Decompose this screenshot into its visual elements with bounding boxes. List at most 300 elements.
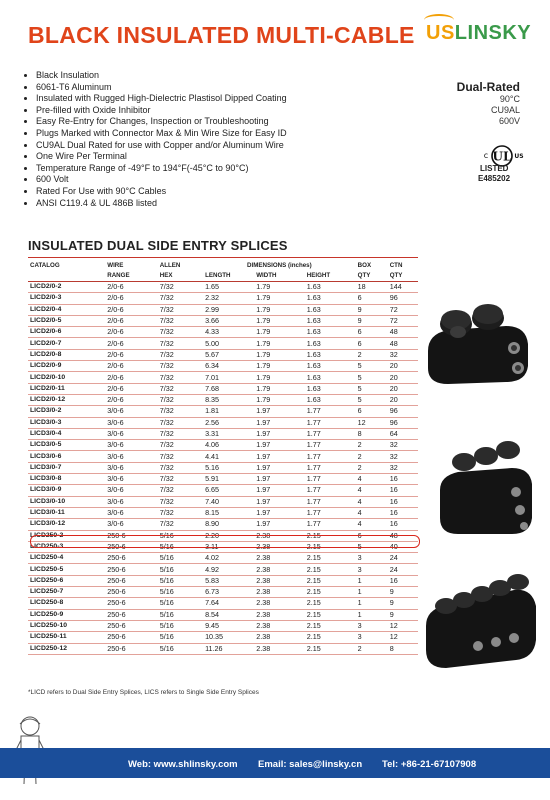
table-row [28, 519, 418, 530]
cell-catalog: LICD2/0-7 [28, 338, 105, 349]
cell-width: 2.38 [254, 620, 305, 631]
cell-catalog: LICD250-9 [28, 609, 105, 620]
cell-height: 2.15 [305, 587, 356, 598]
table-row [28, 564, 418, 575]
cell-catalog: LICD2/0-11 [28, 383, 105, 394]
cell-box-qty: 5 [356, 361, 388, 372]
cell-height: 1.63 [305, 349, 356, 360]
table-row [28, 361, 418, 372]
highlighted-row-marker [30, 535, 420, 548]
cell-width: 1.79 [254, 338, 305, 349]
cell-box-qty: 5 [356, 394, 388, 405]
cell-height: 2.15 [305, 643, 356, 654]
cell-ctn-qty: 32 [388, 462, 418, 473]
col-box-subheader: QTY [356, 271, 388, 282]
cell-ctn-qty: 48 [388, 327, 418, 338]
table-row [28, 632, 418, 643]
table-footnote: *LICD refers to Dual Side Entry Splices, LICS refers to Single Side Entry Splices [28, 689, 259, 696]
cell-allen-hex: 7/32 [158, 282, 203, 293]
footer-phone: Tel: +86-21-67107908 [382, 759, 477, 770]
cell-ctn-qty: 24 [388, 553, 418, 564]
cell-height: 1.77 [305, 462, 356, 473]
cell-box-qty: 1 [356, 609, 388, 620]
footer-web-link[interactable]: Web: www.shlinsky.com [128, 759, 238, 770]
cell-box-qty: 1 [356, 575, 388, 586]
section-divider [28, 257, 418, 258]
feature-item: • ANSI C119.4 & UL 486B listed [36, 198, 287, 210]
col-width-header: WIDTH [254, 271, 305, 282]
cell-length: 6.65 [203, 485, 254, 496]
cell-width: 1.79 [254, 282, 305, 293]
cell-length: 8.15 [203, 507, 254, 518]
logo-text-rest: LINSKY [454, 22, 532, 44]
cell-width: 1.79 [254, 349, 305, 360]
cell-length: 3.66 [203, 315, 254, 326]
feature-item: • Plugs Marked with Connector Max & Min Wire Size for Easy ID [36, 128, 287, 140]
cell-height: 1.63 [305, 338, 356, 349]
cell-wire-range: 2/0-6 [105, 293, 158, 304]
cell-catalog: LICD2/0-9 [28, 361, 105, 372]
cell-allen-hex: 7/32 [158, 327, 203, 338]
cell-length: 5.83 [203, 575, 254, 586]
table-row [28, 304, 418, 315]
ul-us-text: US [514, 153, 524, 160]
cell-wire-range: 2/0-6 [105, 394, 158, 405]
cell-width: 1.97 [254, 417, 305, 428]
cell-length: 3.31 [203, 428, 254, 439]
table-row [28, 587, 418, 598]
cell-height: 1.77 [305, 485, 356, 496]
cell-wire-range: 250-6 [105, 541, 158, 552]
cell-box-qty: 2 [356, 349, 388, 360]
feature-item: • 600 Volt [36, 174, 287, 186]
table-row [28, 383, 418, 394]
cell-width: 1.97 [254, 462, 305, 473]
cell-length: 4.06 [203, 440, 254, 451]
cell-box-qty: 12 [356, 417, 388, 428]
cell-wire-range: 250-6 [105, 553, 158, 564]
cell-height: 1.63 [305, 315, 356, 326]
cell-ctn-qty: 32 [388, 440, 418, 451]
cell-allen-hex: 5/16 [158, 553, 203, 564]
cell-wire-range: 2/0-6 [105, 282, 158, 293]
table-row [28, 496, 418, 507]
cell-width: 1.79 [254, 361, 305, 372]
cell-ctn-qty: 16 [388, 474, 418, 485]
rating-block [457, 80, 520, 127]
col-height-header: HEIGHT [305, 271, 356, 282]
multi-port-splice-icon [418, 566, 543, 676]
cell-length: 1.81 [203, 406, 254, 417]
col-ctn-subheader: QTY [388, 271, 418, 282]
col-ctn-header: CTN [389, 262, 403, 269]
cell-length: 4.33 [203, 327, 254, 338]
cell-wire-range: 2/0-6 [105, 383, 158, 394]
cell-wire-range: 2/0-6 [105, 327, 158, 338]
cell-box-qty: 3 [356, 632, 388, 643]
cell-catalog: LICD250-10 [28, 620, 105, 631]
cell-height: 2.15 [305, 632, 356, 643]
table-row [28, 282, 418, 293]
cell-length: 7.68 [203, 383, 254, 394]
cell-height: 2.15 [305, 541, 356, 552]
cell-catalog: LICD2/0-8 [28, 349, 105, 360]
cell-width: 2.38 [254, 530, 305, 541]
cell-height: 2.15 [305, 609, 356, 620]
cell-length: 5.16 [203, 462, 254, 473]
cell-width: 1.97 [254, 451, 305, 462]
cell-wire-range: 250-6 [105, 632, 158, 643]
cell-catalog: LICD2/0-5 [28, 315, 105, 326]
cell-ctn-qty: 48 [388, 530, 418, 541]
cell-height: 1.63 [305, 282, 356, 293]
cell-catalog: LICD250-11 [28, 632, 105, 643]
cell-wire-range: 3/0-6 [105, 451, 158, 462]
cell-width: 1.97 [254, 406, 305, 417]
cell-box-qty: 18 [356, 282, 388, 293]
cell-catalog: LICD2/0-6 [28, 327, 105, 338]
table-row [28, 485, 418, 496]
cell-ctn-qty: 40 [388, 541, 418, 552]
cell-wire-range: 250-6 [105, 609, 158, 620]
cell-box-qty: 6 [356, 327, 388, 338]
cell-catalog: LICD3/0-11 [28, 507, 105, 518]
ul-c-text: c [483, 151, 489, 160]
cell-ctn-qty: 8 [388, 643, 418, 654]
cell-catalog: LICD3/0-3 [28, 417, 105, 428]
cell-box-qty: 4 [356, 519, 388, 530]
feature-item: • Temperature Range of -49°F to 194°F(-45°C to 90°C) [36, 163, 287, 175]
cell-catalog: LICD2/0-4 [28, 304, 105, 315]
cell-allen-hex: 7/32 [158, 394, 203, 405]
cell-allen-hex: 7/32 [158, 474, 203, 485]
cell-length: 3.11 [203, 541, 254, 552]
cell-allen-hex: 7/32 [158, 293, 203, 304]
cell-wire-range: 3/0-6 [105, 496, 158, 507]
cell-catalog: LICD2/0-10 [28, 372, 105, 383]
cell-wire-range: 3/0-6 [105, 406, 158, 417]
cell-height: 1.77 [305, 428, 356, 439]
cell-box-qty: 5 [356, 372, 388, 383]
cell-wire-range: 2/0-6 [105, 349, 158, 360]
cell-allen-hex: 7/32 [158, 417, 203, 428]
col-allen-header: ALLEN [159, 262, 181, 269]
cell-width: 1.79 [254, 304, 305, 315]
cell-height: 2.15 [305, 575, 356, 586]
cell-width: 1.79 [254, 327, 305, 338]
col-catalog-subheader [28, 271, 105, 282]
table-row [28, 620, 418, 631]
cell-ctn-qty: 16 [388, 519, 418, 530]
cell-allen-hex: 7/32 [158, 440, 203, 451]
cell-height: 2.15 [305, 553, 356, 564]
table-row [28, 293, 418, 304]
cell-length: 5.91 [203, 474, 254, 485]
cell-wire-range: 3/0-6 [105, 462, 158, 473]
cell-width: 1.79 [254, 383, 305, 394]
cell-catalog: LICD250-3 [28, 541, 105, 552]
splice-table [28, 261, 418, 655]
feature-item: • One Wire Per Terminal [36, 151, 287, 163]
cell-wire-range: 3/0-6 [105, 485, 158, 496]
ul-file-number: E485202 [478, 174, 511, 183]
cell-wire-range: 250-6 [105, 620, 158, 631]
cell-width: 2.38 [254, 643, 305, 654]
cell-width: 1.79 [254, 293, 305, 304]
rating-line: 90°C [499, 94, 520, 104]
cell-catalog: LICD2/0-2 [28, 282, 105, 293]
cell-wire-range: 2/0-6 [105, 315, 158, 326]
cell-ctn-qty: 32 [388, 349, 418, 360]
cell-allen-hex: 7/32 [158, 349, 203, 360]
contact-footer [0, 748, 550, 778]
cell-height: 1.63 [305, 327, 356, 338]
cell-height: 1.77 [305, 440, 356, 451]
cell-length: 2.99 [203, 304, 254, 315]
cell-ctn-qty: 72 [388, 304, 418, 315]
cell-length: 10.35 [203, 632, 254, 643]
cell-catalog: LICD3/0-7 [28, 462, 105, 473]
cell-box-qty: 4 [356, 485, 388, 496]
table-row [28, 428, 418, 439]
cell-box-qty: 5 [356, 541, 388, 552]
cell-box-qty: 6 [356, 530, 388, 541]
col-wire-subheader: RANGE [105, 271, 158, 282]
cell-catalog: LICD3/0-6 [28, 451, 105, 462]
cell-allen-hex: 5/16 [158, 609, 203, 620]
cell-ctn-qty: 48 [388, 338, 418, 349]
cell-width: 2.38 [254, 632, 305, 643]
cell-wire-range: 250-6 [105, 575, 158, 586]
cell-height: 2.15 [305, 620, 356, 631]
cell-catalog: LICD2/0-12 [28, 394, 105, 405]
cell-allen-hex: 7/32 [158, 315, 203, 326]
table-row [28, 327, 418, 338]
cell-width: 1.79 [254, 372, 305, 383]
cell-catalog: LICD3/0-5 [28, 440, 105, 451]
cell-wire-range: 3/0-6 [105, 417, 158, 428]
cell-length: 5.67 [203, 349, 254, 360]
cell-length: 1.65 [203, 282, 254, 293]
cell-wire-range: 250-6 [105, 564, 158, 575]
cell-box-qty: 9 [356, 315, 388, 326]
table-row [28, 462, 418, 473]
cell-ctn-qty: 16 [388, 507, 418, 518]
cell-box-qty: 2 [356, 451, 388, 462]
cell-width: 2.38 [254, 598, 305, 609]
footer-email-link[interactable]: Email: sales@linsky.cn [258, 759, 363, 770]
cell-catalog: LICD250-5 [28, 564, 105, 575]
cell-ctn-qty: 9 [388, 587, 418, 598]
col-length-header: LENGTH [203, 271, 254, 282]
cell-box-qty: 4 [356, 474, 388, 485]
cell-length: 2.56 [203, 417, 254, 428]
cell-width: 1.97 [254, 485, 305, 496]
cell-ctn-qty: 12 [388, 620, 418, 631]
cell-ctn-qty: 20 [388, 372, 418, 383]
cell-wire-range: 250-6 [105, 598, 158, 609]
cell-ctn-qty: 20 [388, 394, 418, 405]
cell-wire-range: 3/0-6 [105, 440, 158, 451]
cell-allen-hex: 7/32 [158, 428, 203, 439]
cell-box-qty: 6 [356, 338, 388, 349]
cell-allen-hex: 7/32 [158, 485, 203, 496]
cell-allen-hex: 7/32 [158, 451, 203, 462]
cell-ctn-qty: 9 [388, 609, 418, 620]
cell-width: 2.38 [254, 575, 305, 586]
feature-list [18, 70, 287, 209]
cell-ctn-qty: 64 [388, 428, 418, 439]
cell-ctn-qty: 9 [388, 598, 418, 609]
cell-allen-hex: 7/32 [158, 338, 203, 349]
cell-allen-hex: 7/32 [158, 383, 203, 394]
cell-box-qty: 6 [356, 406, 388, 417]
cell-width: 1.97 [254, 519, 305, 530]
table-row [28, 609, 418, 620]
cell-width: 1.97 [254, 440, 305, 451]
cell-height: 1.63 [305, 361, 356, 372]
cell-height: 1.77 [305, 406, 356, 417]
table-row [28, 349, 418, 360]
table-row [28, 406, 418, 417]
cell-wire-range: 2/0-6 [105, 361, 158, 372]
cell-length: 8.54 [203, 609, 254, 620]
col-allen-subheader: HEX [158, 271, 203, 282]
col-box-header: BOX [357, 262, 372, 269]
cell-width: 1.79 [254, 315, 305, 326]
cell-allen-hex: 7/32 [158, 304, 203, 315]
cell-height: 1.77 [305, 507, 356, 518]
cell-height: 1.77 [305, 474, 356, 485]
feature-item: • Pre-filled with Oxide Inhibitor [36, 105, 287, 117]
two-port-splice-icon [418, 296, 538, 391]
table-row [28, 338, 418, 349]
cell-box-qty: 3 [356, 620, 388, 631]
cell-box-qty: 4 [356, 507, 388, 518]
cell-ctn-qty: 24 [388, 564, 418, 575]
cell-allen-hex: 5/16 [158, 575, 203, 586]
feature-item: • CU9AL Dual Rated for use with Copper and/or Aluminum Wire [36, 140, 287, 152]
cell-box-qty: 2 [356, 643, 388, 654]
cell-allen-hex: 7/32 [158, 507, 203, 518]
cell-ctn-qty: 12 [388, 632, 418, 643]
ul-listed-label: LISTED [480, 164, 509, 173]
cell-catalog: LICD2/0-3 [28, 293, 105, 304]
cell-box-qty: 5 [356, 383, 388, 394]
cell-catalog: LICD3/0-2 [28, 406, 105, 417]
cell-ctn-qty: 32 [388, 451, 418, 462]
cell-length: 2.32 [203, 293, 254, 304]
cell-box-qty: 9 [356, 304, 388, 315]
feature-item: • Rated For Use with 90°C Cables [36, 186, 287, 198]
cell-wire-range: 250-6 [105, 530, 158, 541]
cell-box-qty: 8 [356, 428, 388, 439]
ul-mark-text: UL [492, 149, 512, 164]
cell-wire-range: 3/0-6 [105, 507, 158, 518]
cell-ctn-qty: 20 [388, 383, 418, 394]
cell-allen-hex: 7/32 [158, 361, 203, 372]
table-row [28, 451, 418, 462]
col-dimensions-header: DIMENSIONS (inches) [247, 262, 312, 269]
cell-wire-range: 2/0-6 [105, 338, 158, 349]
cell-width: 2.38 [254, 587, 305, 598]
cell-box-qty: 1 [356, 598, 388, 609]
cell-wire-range: 3/0-6 [105, 428, 158, 439]
cell-catalog: LICD250-2 [28, 530, 105, 541]
cell-height: 2.15 [305, 530, 356, 541]
cell-height: 1.63 [305, 394, 356, 405]
cell-wire-range: 2/0-6 [105, 372, 158, 383]
cell-height: 1.63 [305, 293, 356, 304]
cell-ctn-qty: 72 [388, 315, 418, 326]
cell-catalog: LICD3/0-8 [28, 474, 105, 485]
cell-box-qty: 3 [356, 564, 388, 575]
cell-length: 11.26 [203, 643, 254, 654]
cell-width: 1.97 [254, 474, 305, 485]
cell-length: 7.64 [203, 598, 254, 609]
cell-width: 2.38 [254, 553, 305, 564]
cell-allen-hex: 7/32 [158, 406, 203, 417]
cell-width: 1.97 [254, 428, 305, 439]
cell-height: 1.77 [305, 496, 356, 507]
cell-wire-range: 3/0-6 [105, 474, 158, 485]
cell-ctn-qty: 96 [388, 406, 418, 417]
cell-box-qty: 3 [356, 553, 388, 564]
feature-item: • Easy Re-Entry for Changes, Inspection or Troubleshooting [36, 116, 287, 128]
cell-box-qty: 4 [356, 496, 388, 507]
cell-allen-hex: 7/32 [158, 372, 203, 383]
cell-catalog: LICD250-8 [28, 598, 105, 609]
cell-catalog: LICD3/0-4 [28, 428, 105, 439]
cell-ctn-qty: 96 [388, 293, 418, 304]
cell-width: 2.38 [254, 564, 305, 575]
cell-box-qty: 1 [356, 587, 388, 598]
cell-width: 2.38 [254, 609, 305, 620]
table-row [28, 417, 418, 428]
cell-length: 9.45 [203, 620, 254, 631]
cell-width: 2.38 [254, 541, 305, 552]
cell-length: 4.02 [203, 553, 254, 564]
cell-width: 1.79 [254, 394, 305, 405]
cell-allen-hex: 7/32 [158, 519, 203, 530]
cell-allen-hex: 5/16 [158, 530, 203, 541]
rating-line: 600V [498, 116, 520, 126]
cell-ctn-qty: 144 [388, 282, 418, 293]
rating-line: CU9AL [490, 105, 520, 115]
cell-ctn-qty: 16 [388, 485, 418, 496]
cell-catalog: LICD3/0-9 [28, 485, 105, 496]
table-row [28, 643, 418, 654]
page-title: BLACK INSULATED MULTI-CABLE [28, 22, 415, 48]
cell-catalog: LICD250-7 [28, 587, 105, 598]
cell-length: 8.90 [203, 519, 254, 530]
cell-wire-range: 250-6 [105, 587, 158, 598]
cell-allen-hex: 5/16 [158, 620, 203, 631]
table-row [28, 474, 418, 485]
cell-length: 8.35 [203, 394, 254, 405]
table-row [28, 575, 418, 586]
cell-height: 2.15 [305, 598, 356, 609]
cell-height: 2.15 [305, 564, 356, 575]
cell-allen-hex: 5/16 [158, 632, 203, 643]
cell-length: 6.34 [203, 361, 254, 372]
cell-catalog: LICD250-6 [28, 575, 105, 586]
cell-box-qty: 2 [356, 462, 388, 473]
cell-width: 1.97 [254, 496, 305, 507]
cell-wire-range: 250-6 [105, 643, 158, 654]
table-row [28, 372, 418, 383]
cell-ctn-qty: 20 [388, 361, 418, 372]
